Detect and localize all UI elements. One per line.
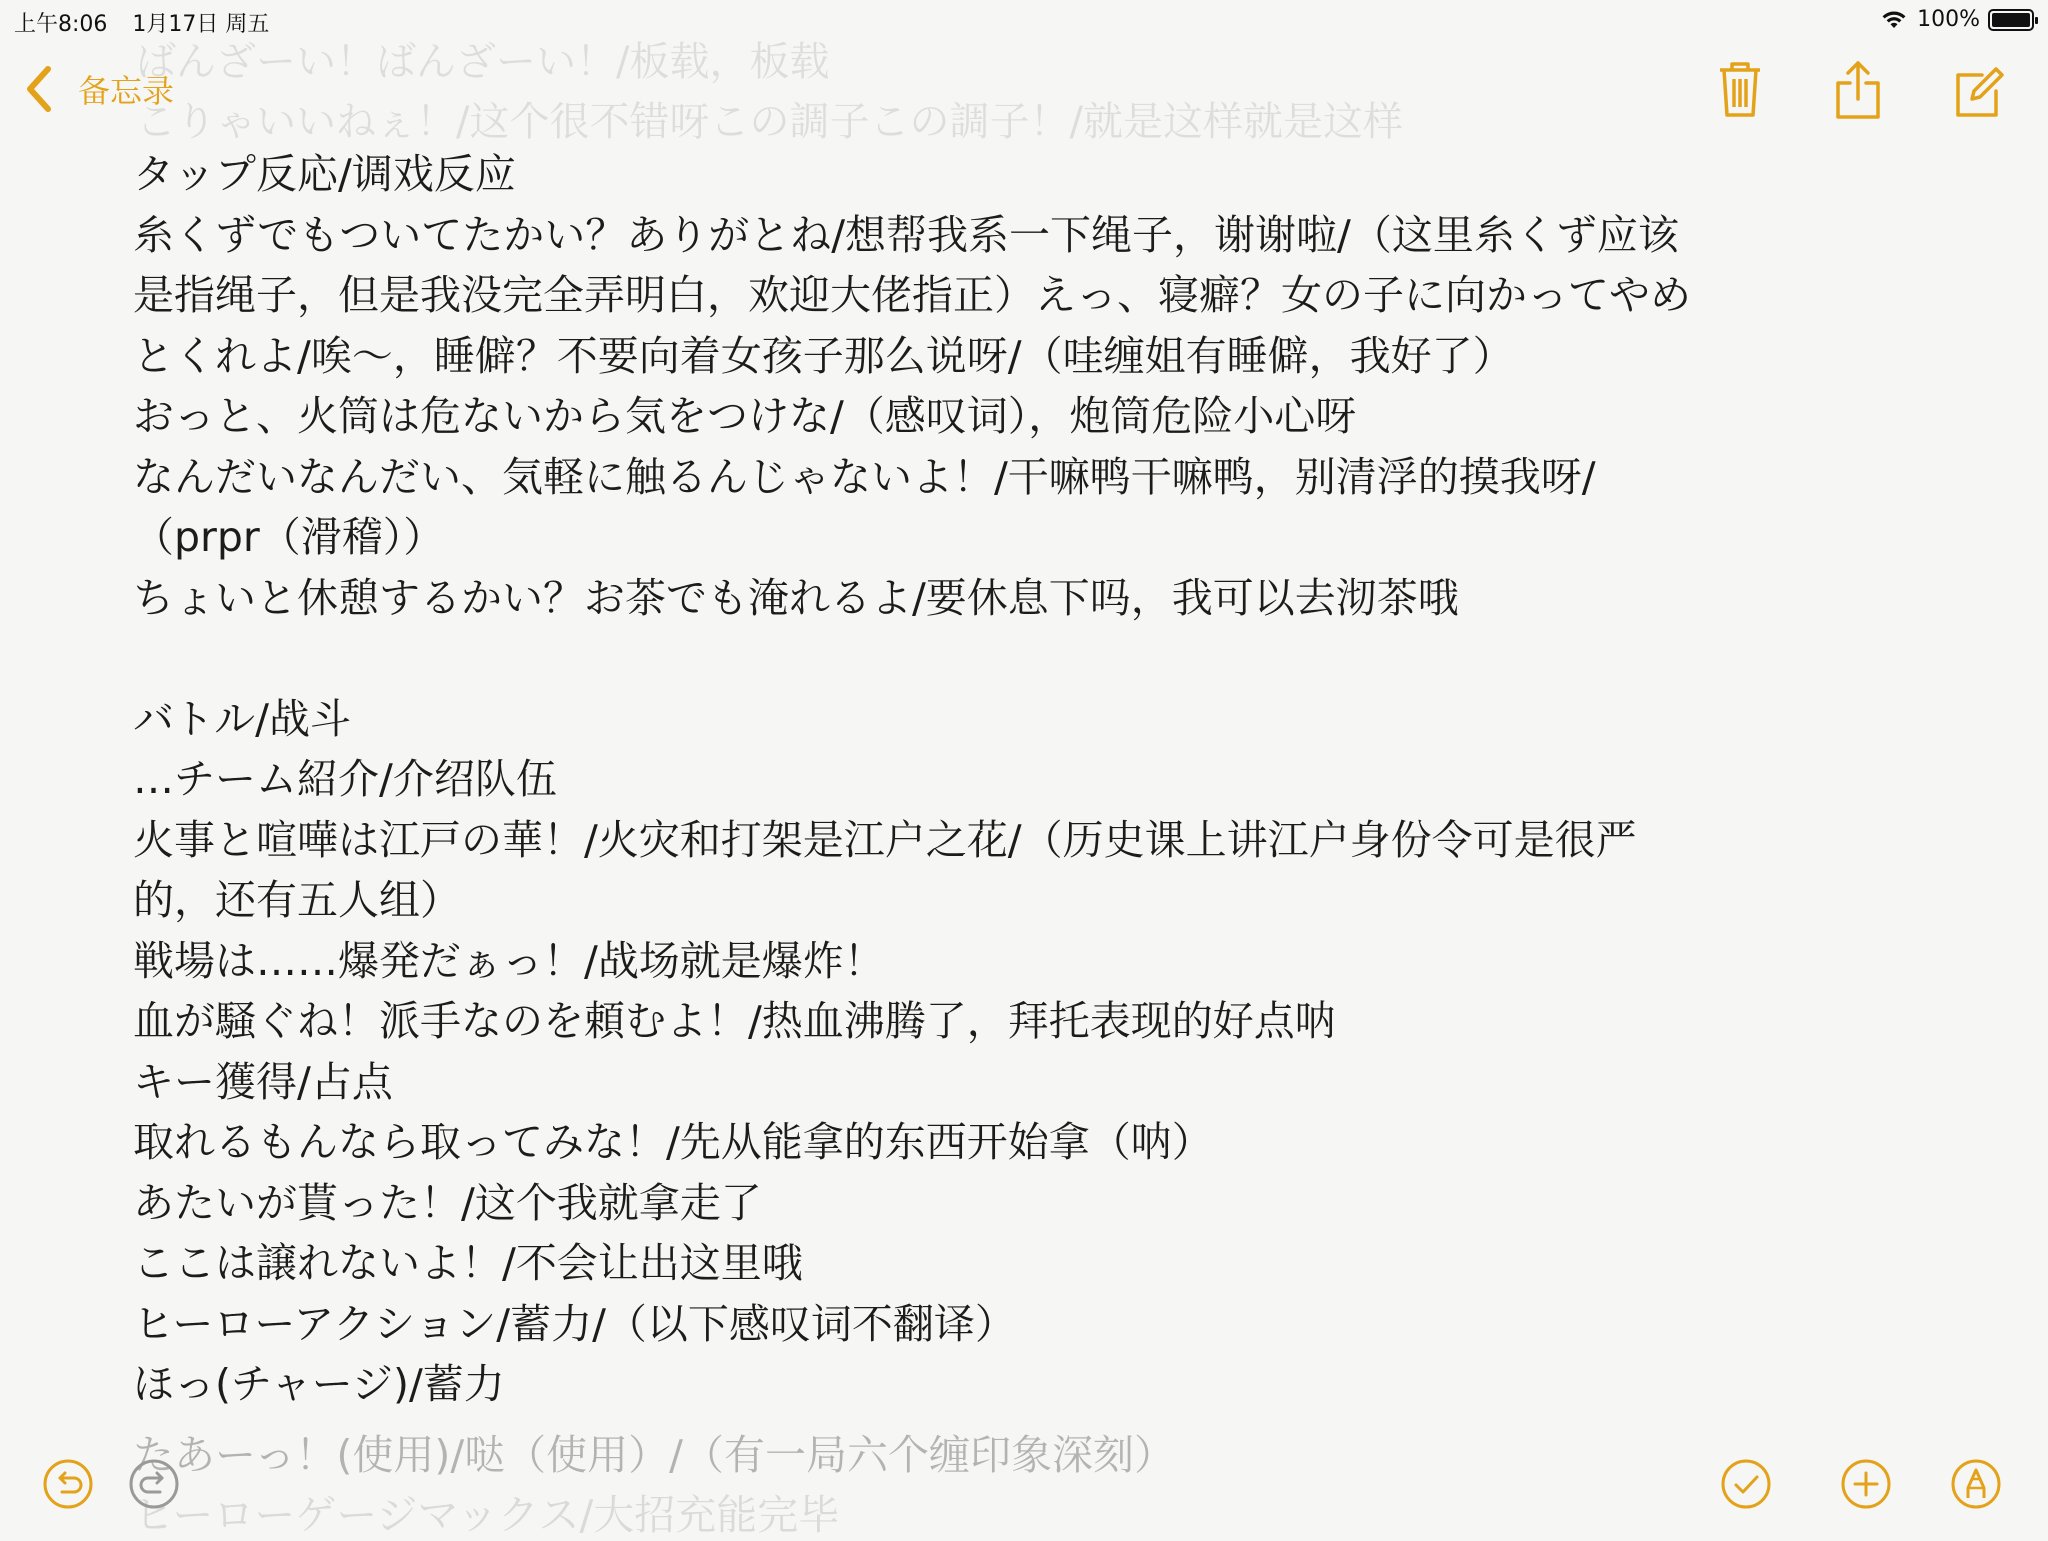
ghost-line: ばんざーい！ばんざーい！/板载，板载 [136,39,830,85]
note-line: …チーム紹介/介绍队伍 [133,755,557,803]
note-line: 的，还有五人组） [133,876,461,924]
note-line: （prpr（滑稽）） [133,513,445,561]
back-button-label: 备忘录 [78,72,175,110]
status-time: 上午8:06 [14,12,108,37]
faded-note-line: たあーっ！(使用)/哒（使用）/（有一局六个缠印象深刻） [133,1431,1175,1479]
status-date: 1月17日 周五 [132,12,270,37]
nav-bar [0,45,2048,135]
note-line: キー獲得/占点 [133,1057,393,1106]
note-line: 血が騒ぐね！派手なのを頼むよ！/热血沸腾了，拜托表现的好点呐 [133,997,1336,1045]
back-button[interactable] [24,65,174,113]
note-line: あたいが貰った！/这个我就拿走了 [133,1178,762,1227]
markup-pen-icon[interactable] [1950,1458,2002,1510]
note-line: 糸くずでもついてたかい？ありがとね/想帮我系一下绳子，谢谢啦/（这里糸くず应该 [133,210,1679,259]
note-line: ほっ(チャージ)/蓄力 [133,1360,505,1408]
battery-percent: 100% [1917,7,1980,32]
chevron-left-icon [24,65,54,113]
share-icon[interactable] [1830,59,1886,121]
note-line: おっと、火筒は危ないから気をつけな/（感叹词），炮筒危险小心呀 [133,392,1357,440]
redo-icon[interactable] [128,1458,180,1510]
battery-icon [1988,9,2034,31]
note-line: ヒーローアクション/蓄力/（以下感叹词不翻译） [133,1299,1016,1348]
note-line: 是指绳子，但是我没完全弄明白，欢迎大佬指正）えっ、寝癖？女の子に向かってやめ [133,271,1691,319]
compose-icon[interactable] [1950,59,2006,121]
note-line: バトル/战斗 [133,694,351,743]
note-blank-line [133,628,1873,689]
note-line: タップ反応/调戏反应 [133,150,516,198]
note-line: ここは譲れないよ！/不会让出这里哦 [133,1239,803,1287]
faded-note-line: ヒーローゲージマックス/大招充能完毕 [133,1491,840,1539]
undo-icon[interactable] [42,1458,94,1510]
note-line: なんだいなんだい、気軽に触るんじゃないよ！/干嘛鸭干嘛鸭，别清浮的摸我呀/ [133,452,1596,501]
bottom-toolbar [0,1458,2048,1514]
checklist-icon[interactable] [1720,1458,1772,1510]
note-line: ちょいと休憩するかい？お茶でも淹れるよ/要休息下吗，我可以去沏茶哦 [133,573,1459,622]
note-line: 戦場は……爆発だぁっ！/战场就是爆炸！ [133,936,885,985]
note-line: とくれよ/唉～，睡僻？不要向着女孩子那么说呀/（哇缠姐有睡僻，我好了） [133,331,1514,380]
note-line: 火事と喧嘩は江戸の華！/火灾和打架是江户之花/（历史课上讲江户身份令可是很严 [133,815,1637,864]
battery-fill [1992,13,2030,27]
wifi-icon [1881,10,1907,30]
trash-icon[interactable] [1712,59,1768,121]
ghost-line: こりゃいいねぇ！/这个很不错呀この調子この調子！/就是这样就是这样 [136,99,1403,145]
note-line: 取れるもんなら取ってみな！/先从能拿的东西开始拿（呐） [133,1118,1213,1166]
add-icon[interactable] [1840,1458,1892,1510]
note-body[interactable] [133,144,1873,1415]
status-right [1881,7,2034,32]
